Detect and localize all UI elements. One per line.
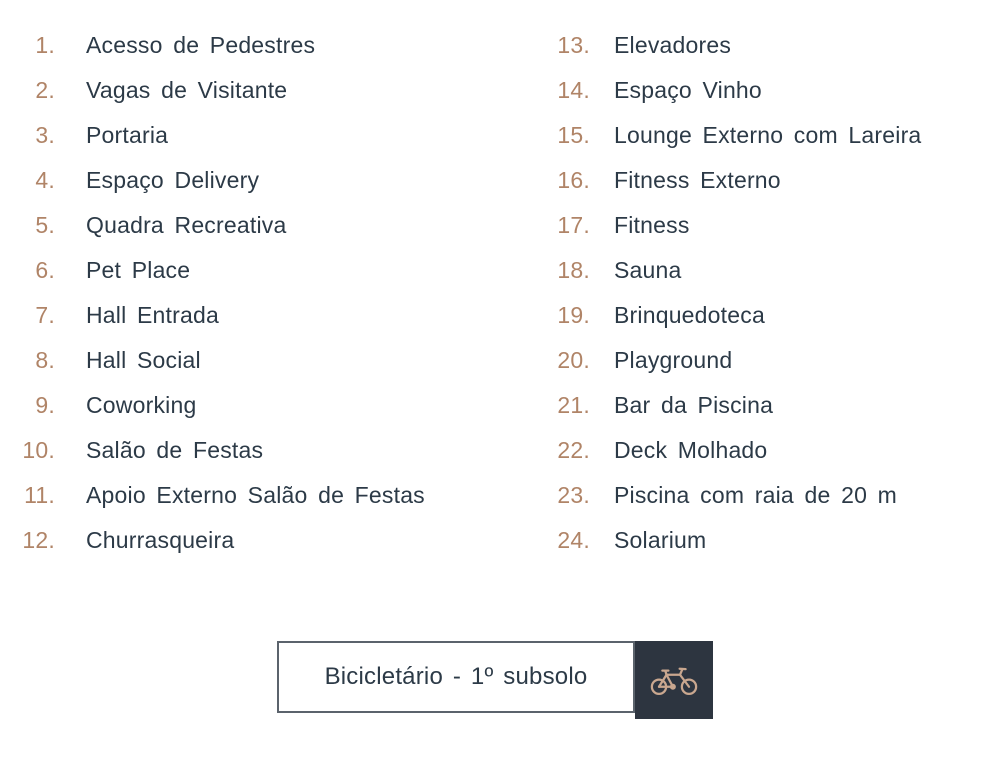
list-item-label: Coworking bbox=[86, 392, 197, 418]
list-item bbox=[500, 518, 921, 563]
list-item bbox=[0, 473, 425, 518]
list-item bbox=[0, 113, 425, 158]
list-item-label: Sauna bbox=[614, 257, 682, 283]
list-item-number: 15. bbox=[557, 122, 590, 148]
list-item-label: Fitness bbox=[614, 212, 690, 238]
list-item-label: Hall Entrada bbox=[86, 302, 219, 328]
list-item bbox=[0, 203, 425, 248]
list-item-label: Brinquedoteca bbox=[614, 302, 765, 328]
list-item bbox=[0, 23, 425, 68]
amenities-column-2 bbox=[500, 23, 921, 563]
bicycle-icon bbox=[650, 663, 698, 697]
list-item-number: 11. bbox=[24, 482, 55, 508]
list-item-label: Apoio Externo Salão de Festas bbox=[86, 482, 425, 508]
list-item-label: Vagas de Visitante bbox=[86, 77, 288, 103]
list-item-number: 9. bbox=[35, 392, 55, 418]
list-item bbox=[500, 113, 921, 158]
list-item bbox=[500, 203, 921, 248]
list-item-number: 6. bbox=[35, 257, 55, 283]
list-item bbox=[0, 428, 425, 473]
list-item bbox=[500, 293, 921, 338]
list-item bbox=[0, 158, 425, 203]
list-item-label: Lounge Externo com Lareira bbox=[614, 122, 922, 148]
list-item-label: Deck Molhado bbox=[614, 437, 768, 463]
list-item-label: Portaria bbox=[86, 122, 169, 148]
list-item-label: Pet Place bbox=[86, 257, 191, 283]
list-item-label: Playground bbox=[614, 347, 733, 373]
list-item-label: Fitness Externo bbox=[614, 167, 781, 193]
amenities-column-1 bbox=[0, 23, 425, 563]
list-item bbox=[0, 518, 425, 563]
list-item-label: Espaço Delivery bbox=[86, 167, 260, 193]
list-item-number: 17. bbox=[557, 212, 590, 238]
list-item-label: Acesso de Pedestres bbox=[86, 32, 316, 58]
list-item-label: Quadra Recreativa bbox=[86, 212, 287, 238]
list-item-number: 20. bbox=[557, 347, 590, 373]
list-item bbox=[500, 23, 921, 68]
list-item-label: Elevadores bbox=[614, 32, 732, 58]
list-item-label: Bar da Piscina bbox=[614, 392, 774, 418]
list-item bbox=[500, 248, 921, 293]
list-item-number: 21. bbox=[557, 392, 590, 418]
list-item-number: 7. bbox=[35, 302, 55, 328]
list-item bbox=[0, 293, 425, 338]
list-item-number: 8. bbox=[35, 347, 55, 373]
list-item-number: 24. bbox=[557, 527, 590, 553]
list-item-label: Churrasqueira bbox=[86, 527, 235, 553]
bike-parking-label-box bbox=[277, 641, 635, 713]
list-item-number: 18. bbox=[557, 257, 590, 283]
list-item-number: 16. bbox=[557, 167, 590, 193]
list-item bbox=[500, 473, 921, 518]
list-item-label: Salão de Festas bbox=[86, 437, 264, 463]
list-item-number: 19. bbox=[557, 302, 590, 328]
list-item-number: 14. bbox=[557, 77, 590, 103]
list-item-number: 12. bbox=[22, 527, 55, 553]
list-item bbox=[500, 338, 921, 383]
list-item-number: 5. bbox=[35, 212, 55, 238]
list-item-label: Espaço Vinho bbox=[614, 77, 762, 103]
list-item-number: 4. bbox=[35, 167, 55, 193]
list-item-number: 3. bbox=[35, 122, 55, 148]
list-item bbox=[500, 158, 921, 203]
list-item bbox=[500, 383, 921, 428]
bike-parking-label: Bicicletário - 1º subsolo bbox=[324, 663, 588, 690]
list-item bbox=[500, 68, 921, 113]
list-item-number: 2. bbox=[35, 77, 55, 103]
list-item-number: 23. bbox=[557, 482, 590, 508]
bike-icon-badge bbox=[635, 641, 713, 719]
list-item-number: 10. bbox=[22, 437, 55, 463]
list-item-label: Hall Social bbox=[86, 347, 201, 373]
list-item-label: Piscina com raia de 20 m bbox=[614, 482, 898, 508]
list-item-number: 1. bbox=[35, 32, 55, 58]
list-item-number: 22. bbox=[557, 437, 590, 463]
list-item bbox=[500, 428, 921, 473]
list-item bbox=[0, 383, 425, 428]
bike-parking-legend bbox=[277, 641, 713, 719]
list-item-label: Solarium bbox=[614, 527, 707, 553]
list-item-number: 13. bbox=[557, 32, 590, 58]
list-item bbox=[0, 338, 425, 383]
list-item bbox=[0, 68, 425, 113]
list-item bbox=[0, 248, 425, 293]
